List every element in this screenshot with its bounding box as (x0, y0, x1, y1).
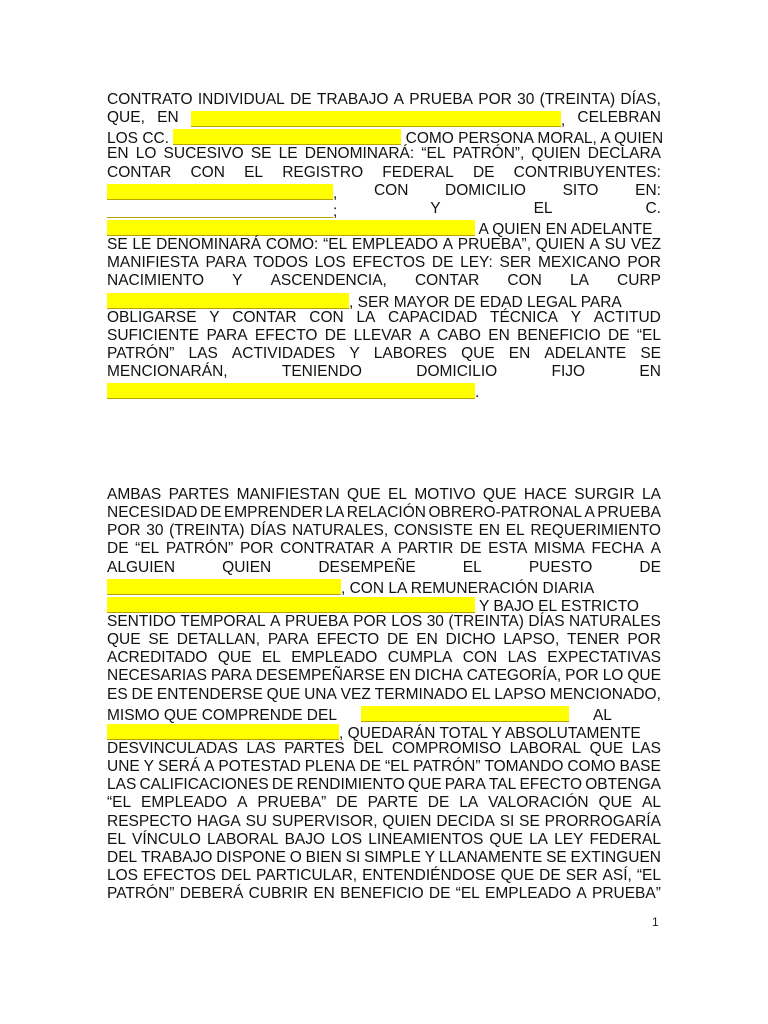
text-line: , QUEDARÁN TOTAL Y ABSOLUTAMENTE (107, 722, 661, 740)
text-line: Y BAJO EL ESTRICTO (107, 595, 661, 613)
text-line: OBLIGARSE Y CONTAR CON LA CAPACIDAD TÉCNICA Y ACTITUD (107, 308, 661, 326)
blank-position-field[interactable] (107, 579, 341, 595)
text-line: “EL EMPLEADO A PRUEBA” DE PARTE DE LA VALORACIÓN QUE AL (107, 794, 661, 812)
text-line: . (107, 381, 661, 399)
page-number: 1 (652, 915, 659, 929)
text-line: DESVINCULADAS LAS PARTES DEL COMPROMISO LABORAL QUE LAS (107, 739, 661, 757)
text-line: NACIMIENTO Y ASCENDENCIA, CONTAR CON LA CURP (107, 272, 661, 290)
text-line: DEL TRABAJO DISPONE O BIEN SI SIMPLE Y LLANAMENTE SE EXTINGUEN (107, 848, 661, 866)
text-line: DE “EL PATRÓN” POR CONTRATAR A PARTIR DE ESTA MISMA FECHA A (107, 540, 661, 558)
text-line: EN LO SUCESIVO SE LE DENOMINARÁ: “EL PATRÓN”, QUIEN DECLARA (107, 145, 661, 163)
text-line: POR 30 (TREINTA) DÍAS NATURALES, CONSISTE EN EL REQUERIMIENTO (107, 522, 661, 540)
text-line: LAS CALIFICACIONES DE RENDIMIENTO QUE PARA TAL EFECTO OBTENGA (107, 776, 661, 794)
text-line: EL VÍNCULO LABORAL BAJO LOS LINEAMIENTOS QUE LA LEY FEDERAL (107, 830, 661, 848)
text-line: A QUIEN EN ADELANTE (107, 218, 661, 236)
text-line: MENCIONARÁN, TENIENDO DOMICILIO FIJO EN (107, 363, 661, 381)
text-line: NECESARIAS PARA DESEMPEÑARSE EN DICHA CATEGORÍA, POR LO QUE (107, 667, 661, 685)
text-line: NECESIDAD DE EMPRENDER LA RELACIÓN OBRERO-PATRONAL A PRUEBA (107, 504, 661, 522)
text-line: , CON DOMICILIO SITO EN: (107, 182, 661, 200)
text-line: QUE SE DETALLAN, PARA EFECTO DE EN DICHO LAPSO, TENER POR (107, 631, 661, 649)
text-line: RESPECTO HAGA SU SUPERVISOR, QUIEN DECIDA SI SE PRORROGARÍA (107, 812, 661, 830)
text-line: LOS EFECTOS DEL PARTICULAR, ENTENDIÉNDOSE QUE DE SER ASÍ, “EL (107, 866, 661, 884)
blank-daily-salary-field[interactable] (107, 597, 475, 613)
text-line: ALGUIEN QUIEN DESEMPEÑE EL PUESTO DE (107, 558, 661, 576)
text-line: ES DE ENTENDERSE QUE UNA VEZ TERMINADO EL LAPSO MENCIONADO, (107, 685, 661, 703)
text-line: , SER MAYOR DE EDAD LEGAL PARA (107, 291, 661, 309)
text-line: PATRÓN” DEBERÁ CUBRIR EN BENEFICIO DE “EL EMPLEADO A PRUEBA” (107, 885, 661, 903)
text-line: , CON LA REMUNERACIÓN DIARIA (107, 577, 661, 595)
blank-rfc-field[interactable] (107, 184, 333, 200)
blank-end-date-field[interactable] (107, 724, 339, 740)
blank-start-date-field[interactable] (361, 706, 569, 722)
blank-employee-name-field[interactable] (107, 220, 475, 236)
blank-city-field[interactable] (191, 111, 561, 127)
text-line: SE LE DENOMINARÁ COMO: “EL EMPLEADO A PRUEBA”, QUIEN A SU VEZ (107, 236, 661, 254)
text-line: SENTIDO TEMPORAL A PRUEBA POR LOS 30 (TREINTA) DÍAS NATURALES (107, 612, 661, 630)
text-line: MANIFIESTA PARA TODOS LOS EFECTOS DE LEY: SER MEXICANO POR (107, 254, 661, 272)
blank-employer-address-field[interactable] (107, 202, 333, 218)
contract-intro-paragraph (107, 91, 664, 402)
blank-employee-address-field[interactable] (107, 383, 475, 399)
text-line: LOS CC. COMO PERSONA MORAL, A QUIEN (107, 130, 664, 148)
text-line: CONTAR CON EL REGISTRO FEDERAL DE CONTRIBUYENTES: (107, 163, 661, 181)
text-line: ; Y EL C. (107, 200, 661, 218)
blank-curp-field[interactable] (107, 293, 349, 309)
contract-purpose-paragraph (107, 486, 661, 903)
text-line: AMBAS PARTES MANIFIESTAN QUE EL MOTIVO QUE HACE SURGIR LA (107, 486, 661, 503)
text-line: QUE, EN , CELEBRAN (107, 109, 661, 130)
text-line: CONTRATO INDIVIDUAL DE TRABAJO A PRUEBA POR 30 (TREINTA) DÍAS, (107, 91, 661, 108)
text-line: PATRÓN” LAS ACTIVIDADES Y LABORES QUE EN ADELANTE SE (107, 344, 661, 362)
text-line: ACREDITADO QUE EL EMPLEADO CUMPLA CON LAS EXPECTATIVAS (107, 649, 661, 667)
blank-employer-name-field[interactable] (173, 129, 401, 145)
text-line: UNE Y SERÁ A POTESTAD PLENA DE “EL PATRÓN” TOMANDO COMO BASE (107, 758, 661, 776)
text-line: SUFICIENTE PARA EFECTO DE LLEVAR A CABO EN BENEFICIO DE “EL (107, 326, 661, 344)
text-line: MISMO QUE COMPRENDE DEL AL (107, 706, 612, 724)
